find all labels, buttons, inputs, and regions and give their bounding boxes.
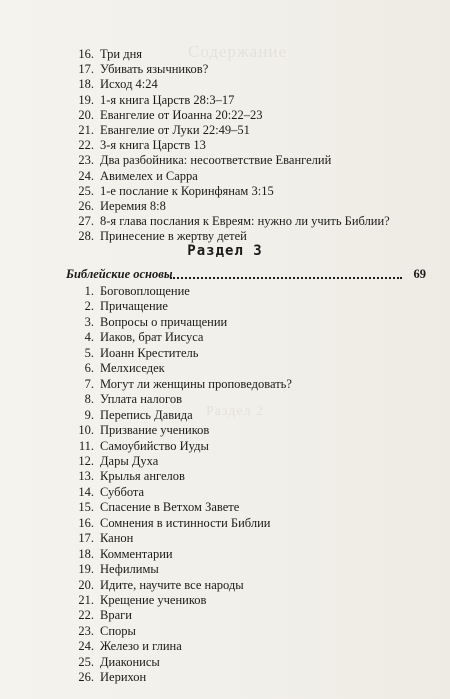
item-number: 3.: [84, 314, 94, 329]
item-title: Иоанн Креститель: [100, 345, 199, 360]
item-number: 21.: [78, 593, 94, 607]
item-title: Евангелие от Иоанна 20:22–23: [100, 107, 263, 122]
part-page-number: 69: [413, 267, 426, 281]
item-number: 9.: [84, 407, 94, 422]
item-number: 6.: [84, 361, 94, 376]
item-number: 2.: [84, 299, 94, 314]
item-title: Нефилимы: [100, 562, 159, 577]
section-heading: Раздел 3: [187, 243, 263, 259]
item-title: Авимелех и Сарра: [100, 168, 198, 183]
item-title: Иеремия 8:8: [100, 199, 166, 213]
item-number: 16.: [78, 515, 94, 530]
item-title: Канон: [100, 531, 134, 546]
item-title: Принесение в жертву детей: [100, 229, 247, 244]
item-title: 1-е послание к Коринфянам 3:15: [100, 183, 274, 198]
item-title: Призвание учеников: [100, 423, 210, 438]
item-number: 17.: [78, 62, 94, 77]
item-number: 25.: [78, 183, 94, 198]
item-title: Диаконисы: [100, 654, 160, 669]
item-number: 19.: [78, 562, 94, 577]
item-title: Два разбойника: несоответствие Евангелий: [100, 153, 332, 168]
item-number: 12.: [78, 453, 94, 468]
item-title: 1-я книга Царств 28:3–17: [100, 92, 235, 107]
item-title: Перепись Давида: [100, 407, 193, 422]
item-title: Спасение в Ветхом Завете: [100, 500, 240, 515]
item-number: 25.: [78, 654, 94, 669]
item-number: 26.: [78, 199, 94, 213]
item-title: Самоубийство Иуды: [100, 438, 209, 453]
item-title: Комментарии: [100, 546, 173, 561]
item-number: 18.: [78, 546, 94, 561]
item-title: Идите, научите все народы: [100, 577, 244, 592]
item-title: Иерихон: [100, 670, 147, 685]
item-title: Убивать язычников?: [100, 62, 209, 77]
item-title: Споры: [100, 623, 136, 638]
item-title: 3-я книга Царств 13: [100, 138, 206, 153]
item-number: 21.: [78, 123, 94, 137]
item-number: 22.: [78, 138, 94, 153]
item-title: Враги: [100, 608, 132, 623]
part-title: Библейские основы: [66, 267, 173, 281]
item-title: Мелхиседек: [100, 361, 165, 376]
dot-leader: [170, 277, 402, 279]
item-number: 28.: [78, 229, 94, 244]
item-number: 23.: [78, 153, 94, 168]
item-number: 19.: [78, 92, 94, 107]
item-title: Суббота: [100, 484, 145, 499]
show-through-title: Содержание: [188, 42, 288, 61]
item-title: Три дня: [100, 47, 143, 61]
item-title: 8-я глава послания к Евреям: нужно ли учить Библии?: [100, 214, 390, 229]
item-number: 20.: [78, 577, 94, 592]
item-title: Боговоплощение: [100, 284, 190, 298]
show-through-section: Раздел 2: [206, 404, 265, 419]
part-entry: [66, 266, 426, 283]
item-title: Могут ли женщины проповедовать?: [100, 376, 292, 391]
item-title: Крещение учеников: [100, 593, 207, 607]
item-title: Причащение: [100, 299, 168, 314]
item-number: 14.: [78, 484, 94, 499]
item-number: 1.: [84, 284, 94, 298]
item-title: Крылья ангелов: [100, 469, 185, 484]
item-number: 4.: [84, 330, 94, 345]
item-number: 27.: [78, 214, 94, 229]
item-title: Сомнения в истинности Библии: [100, 515, 271, 530]
item-title: Иаков, брат Иисуса: [100, 330, 204, 345]
item-number: 15.: [78, 500, 94, 515]
item-number: 20.: [78, 107, 94, 122]
item-number: 26.: [78, 670, 94, 685]
item-number: 11.: [78, 438, 94, 453]
item-title: Исход 4:24: [100, 77, 158, 92]
item-title: Вопросы о причащении: [100, 314, 228, 329]
item-number: 17.: [78, 531, 94, 546]
item-number: 24.: [78, 639, 94, 654]
item-number: 10.: [78, 423, 94, 438]
item-number: 7.: [84, 376, 94, 391]
item-title: Евангелие от Луки 22:49–51: [100, 123, 250, 137]
item-title: Уплата налогов: [100, 392, 182, 407]
item-number: 23.: [78, 623, 94, 638]
item-title: Железо и глина: [100, 639, 182, 654]
item-title: Дары Духа: [100, 453, 159, 468]
item-number: 16.: [78, 47, 94, 61]
item-number: 18.: [78, 77, 94, 92]
item-number: 22.: [78, 608, 94, 623]
item-number: 24.: [78, 168, 94, 183]
item-number: 13.: [78, 469, 94, 484]
item-number: 8.: [84, 392, 94, 407]
item-number: 5.: [84, 345, 94, 360]
